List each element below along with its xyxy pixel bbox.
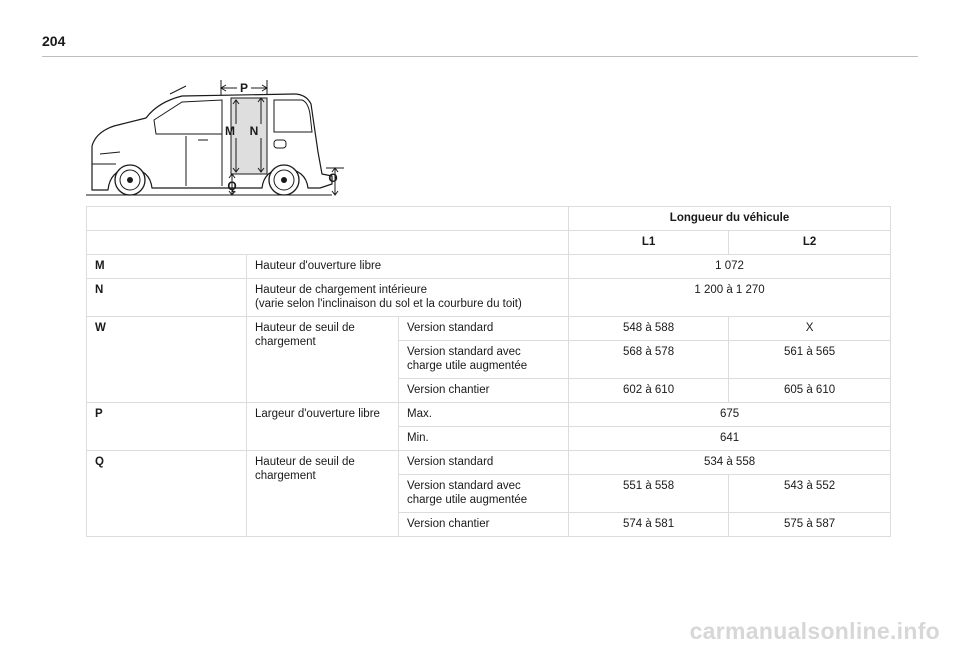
value-l1: 602 à 610 xyxy=(569,379,729,403)
table-row-w xyxy=(87,317,891,341)
row-label xyxy=(247,279,569,317)
row-label-line: Hauteur de seuil de xyxy=(255,456,355,468)
header-rule xyxy=(42,56,918,57)
row-value: 1 200 à 1 270 xyxy=(569,279,891,317)
sub-row-name-line: Version standard avec xyxy=(407,346,521,358)
row-label: Largeur d'ouverture libre xyxy=(247,403,399,451)
value-l2: 543 à 552 xyxy=(729,475,891,513)
table-row-n xyxy=(87,279,891,317)
column-header-l1: L1 xyxy=(569,231,729,255)
sub-row-name xyxy=(399,341,569,379)
value-l1: 568 à 578 xyxy=(569,341,729,379)
sub-row-name: Min. xyxy=(399,427,569,451)
row-key: P xyxy=(87,403,247,451)
vehicle-side-diagram xyxy=(86,74,346,202)
table-column-header-row xyxy=(87,231,891,255)
row-label xyxy=(247,451,399,537)
row-key: W xyxy=(87,317,247,403)
row-value: 641 xyxy=(569,427,891,451)
row-label-line: chargement xyxy=(255,336,316,348)
row-label-line: chargement xyxy=(255,470,316,482)
value-l1: 574 à 581 xyxy=(569,513,729,537)
table-row-m xyxy=(87,255,891,279)
row-value: 1 072 xyxy=(569,255,891,279)
front-wheel xyxy=(115,165,145,195)
empty-header-cell xyxy=(87,231,569,255)
row-key: Q xyxy=(87,451,247,537)
sub-row-name-line: Version standard avec xyxy=(407,480,521,492)
empty-header-cell xyxy=(87,207,569,231)
table-row-q xyxy=(87,451,891,475)
row-label xyxy=(247,317,399,403)
dimensions-table xyxy=(86,206,891,537)
row-label-line: Hauteur de chargement intérieure xyxy=(255,284,427,296)
sub-row-name-line: charge utile augmentée xyxy=(407,360,528,372)
sub-row-name: Version standard xyxy=(399,451,569,475)
sub-row-name: Version standard xyxy=(399,317,569,341)
group-header: Longueur du véhicule xyxy=(569,207,891,231)
table-group-header-row xyxy=(87,207,891,231)
vehicle-illustration xyxy=(86,74,346,202)
label-n: N xyxy=(249,124,259,138)
label-o: O xyxy=(328,171,338,185)
row-label: Hauteur d'ouverture libre xyxy=(247,255,569,279)
sub-row-name: Max. xyxy=(399,403,569,427)
column-header-l2: L2 xyxy=(729,231,891,255)
watermark: carmanualsonline.info xyxy=(689,618,940,644)
row-value: 675 xyxy=(569,403,891,427)
row-value: 534 à 558 xyxy=(569,451,891,475)
table-row-p xyxy=(87,403,891,427)
antenna-line xyxy=(170,86,186,94)
page-number: 204 xyxy=(42,33,66,49)
value-l2: 561 à 565 xyxy=(729,341,891,379)
sub-row-name xyxy=(399,475,569,513)
row-label-line: Hauteur de seuil de xyxy=(255,322,355,334)
sub-row-name-line: charge utile augmentée xyxy=(407,494,528,506)
rear-wheel xyxy=(269,165,299,195)
label-q: Q xyxy=(227,179,237,193)
value-l1: 551 à 558 xyxy=(569,475,729,513)
label-m: M xyxy=(225,124,235,138)
label-p: P xyxy=(239,81,249,95)
value-l2: 575 à 587 xyxy=(729,513,891,537)
sub-row-name: Version chantier xyxy=(399,379,569,403)
row-key: N xyxy=(87,279,247,317)
value-l2: X xyxy=(729,317,891,341)
sub-row-name: Version chantier xyxy=(399,513,569,537)
row-label-line: (varie selon l'inclinaison du sol et la courbure du toit) xyxy=(255,298,522,310)
value-l2: 605 à 610 xyxy=(729,379,891,403)
value-l1: 548 à 588 xyxy=(569,317,729,341)
row-key: M xyxy=(87,255,247,279)
